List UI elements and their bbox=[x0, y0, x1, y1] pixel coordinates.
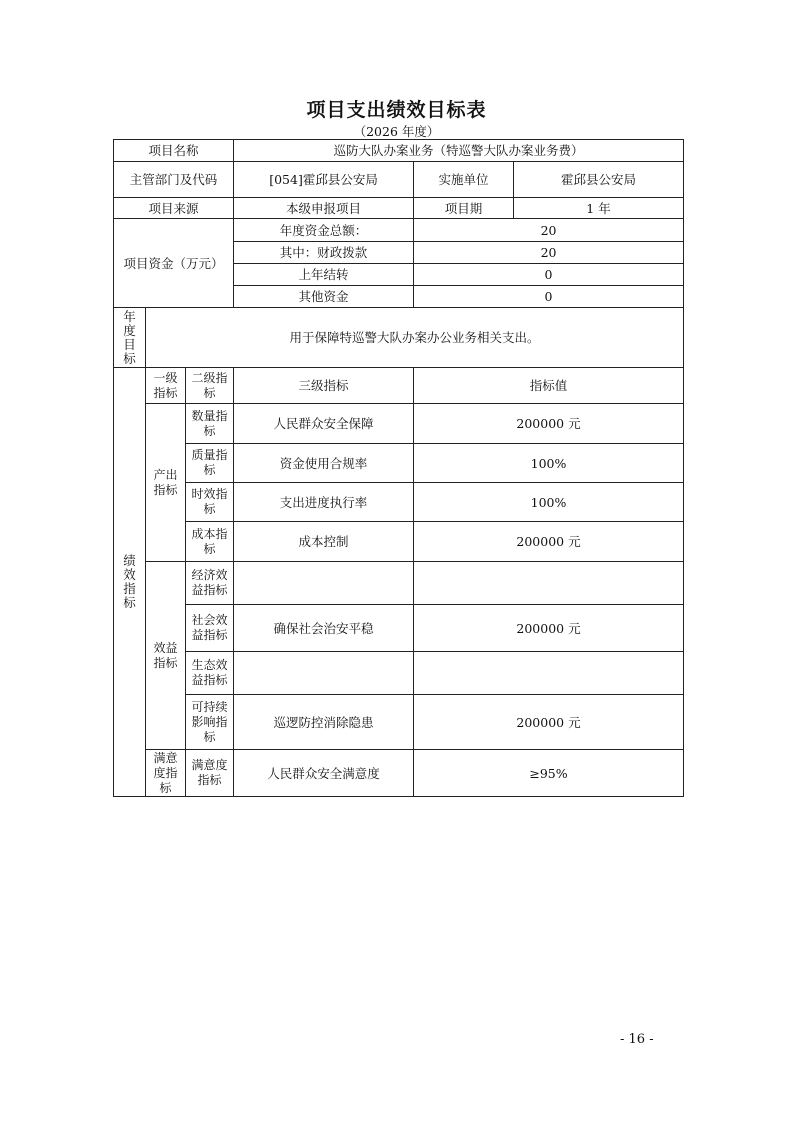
level2-indicator: 可持续影响指标 bbox=[186, 695, 234, 750]
level3-indicator: 支出进度执行率 bbox=[234, 483, 414, 522]
level2-indicator: 质量指标 bbox=[186, 444, 234, 483]
level3-indicator bbox=[234, 652, 414, 695]
indicator-row bbox=[114, 444, 684, 483]
implementing-unit-label: 实施单位 bbox=[414, 162, 514, 198]
indicator-value: 200000 元 bbox=[414, 522, 684, 562]
indicator-value: 200000 元 bbox=[414, 695, 684, 750]
implementing-unit-value: 霍邱县公安局 bbox=[514, 162, 684, 198]
level3-indicator: 人民群众安全保障 bbox=[234, 404, 414, 444]
project-source-value: 本级申报项目 bbox=[234, 198, 414, 219]
level3-indicator: 人民群众安全满意度 bbox=[234, 750, 414, 797]
project-funds-label: 项目资金（万元） bbox=[114, 219, 234, 308]
indicator-value bbox=[414, 562, 684, 605]
performance-goal-table bbox=[113, 139, 684, 797]
annual-goal-text: 用于保障特巡警大队办案办公业务相关支出。 bbox=[146, 308, 684, 368]
fund-value: 20 bbox=[414, 219, 684, 242]
level2-indicator: 经济效益指标 bbox=[186, 562, 234, 605]
level3-indicator: 成本控制 bbox=[234, 522, 414, 562]
header-value: 指标值 bbox=[414, 368, 684, 404]
level2-indicator: 生态效益指标 bbox=[186, 652, 234, 695]
indicator-value bbox=[414, 652, 684, 695]
indicator-row bbox=[114, 695, 684, 750]
level3-indicator: 确保社会治安平稳 bbox=[234, 605, 414, 652]
project-name-value: 巡防大队办案业务（特巡警大队办案业务费） bbox=[234, 140, 684, 162]
benefit-indicators-label: 效益指标 bbox=[146, 562, 186, 750]
indicator-value: 200000 元 bbox=[414, 404, 684, 444]
project-name-row bbox=[114, 140, 684, 162]
header-level1: 一级指标 bbox=[146, 368, 186, 404]
indicator-value: 200000 元 bbox=[414, 605, 684, 652]
satisfaction-indicators-label: 满意度指标 bbox=[146, 750, 186, 797]
indicator-value: ≥95% bbox=[414, 750, 684, 797]
level3-indicator: 资金使用合规率 bbox=[234, 444, 414, 483]
level3-indicator: 巡逻防控消除隐患 bbox=[234, 695, 414, 750]
project-name-label: 项目名称 bbox=[114, 140, 234, 162]
project-source-label: 项目来源 bbox=[114, 198, 234, 219]
indicator-row bbox=[114, 522, 684, 562]
performance-indicators-label: 绩效指标 bbox=[123, 553, 136, 610]
output-indicators-label: 产出指标 bbox=[146, 404, 186, 562]
level2-indicator: 数量指标 bbox=[186, 404, 234, 444]
indicator-row bbox=[114, 404, 684, 444]
header-level3: 三级指标 bbox=[234, 368, 414, 404]
page-subtitle: （2026 年度） bbox=[353, 124, 440, 139]
indicator-row bbox=[114, 652, 684, 695]
department-row bbox=[114, 162, 684, 198]
page-title: 项目支出绩效目标表 bbox=[306, 99, 487, 121]
level2-indicator: 时效指标 bbox=[186, 483, 234, 522]
project-period-value: 1 年 bbox=[514, 198, 684, 219]
annual-goal-label: 年度目标 bbox=[123, 308, 136, 366]
level3-indicator bbox=[234, 562, 414, 605]
level2-indicator: 社会效益指标 bbox=[186, 605, 234, 652]
level2-indicator: 成本指标 bbox=[186, 522, 234, 562]
department-value: [054]霍邱县公安局 bbox=[234, 162, 414, 198]
indicator-value: 100% bbox=[414, 483, 684, 522]
fund-value: 0 bbox=[414, 286, 684, 308]
indicator-row bbox=[114, 605, 684, 652]
fund-row bbox=[114, 219, 684, 242]
indicator-row bbox=[114, 750, 684, 797]
project-source-row bbox=[114, 198, 684, 219]
fund-label: 上年结转 bbox=[234, 264, 414, 286]
fund-label: 年度资金总额： bbox=[234, 219, 414, 242]
fund-value: 0 bbox=[414, 264, 684, 286]
fund-label: 其中：财政拨款 bbox=[234, 242, 414, 264]
indicator-row bbox=[114, 562, 684, 605]
fund-value: 20 bbox=[414, 242, 684, 264]
indicator-row bbox=[114, 483, 684, 522]
project-period-label: 项目期 bbox=[414, 198, 514, 219]
department-label: 主管部门及代码 bbox=[114, 162, 234, 198]
indicator-header-row bbox=[114, 368, 684, 404]
annual-goal-row bbox=[114, 308, 684, 368]
fund-label: 其他资金 bbox=[234, 286, 414, 308]
indicator-value: 100% bbox=[414, 444, 684, 483]
header-level2: 二级指标 bbox=[186, 368, 234, 404]
page-number: - 16 - bbox=[620, 1032, 654, 1047]
level2-indicator: 满意度指标 bbox=[186, 750, 234, 797]
